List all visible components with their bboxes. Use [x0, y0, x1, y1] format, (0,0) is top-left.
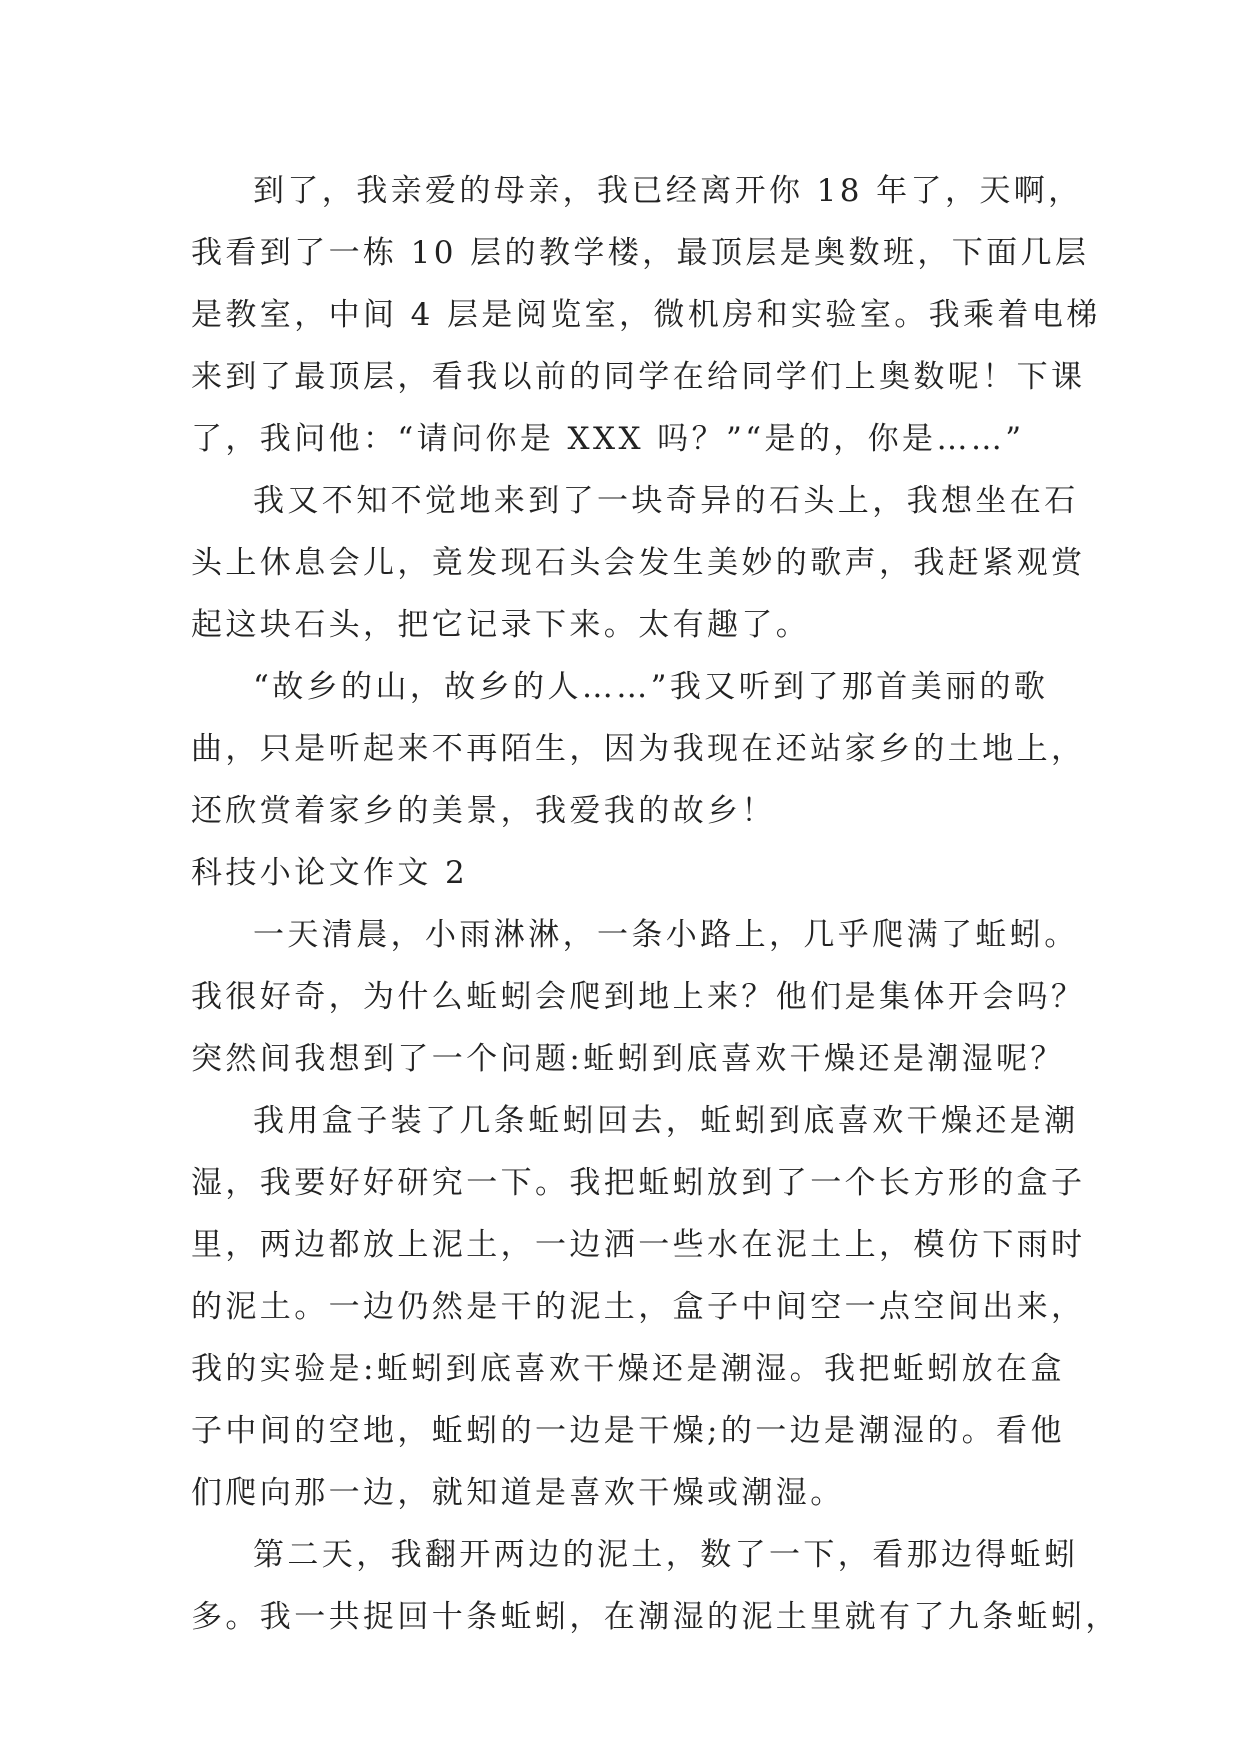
- text-line: 们爬向那一边，就知道是喜欢干燥或潮湿。: [191, 1475, 845, 1511]
- text-line: 的泥土。一边仍然是干的泥土，盒子中间空一点空间出来，: [191, 1289, 1086, 1325]
- text-line: 到了，我亲爱的母亲，我已经离开你 18 年了，天啊，: [253, 173, 1083, 209]
- text-line: 我的实验是:蚯蚓到底喜欢干燥还是潮湿。我把蚯蚓放在盒: [191, 1351, 1065, 1387]
- paragraph: [191, 904, 1086, 1090]
- text-line: 我又不知不觉地来到了一块奇异的石头上，我想坐在石: [253, 483, 1079, 519]
- text-line: 子中间的空地，蚯蚓的一边是干燥;的一边是潮湿的。看他: [191, 1413, 1065, 1449]
- text-line: 突然间我想到了一个问题:蚯蚓到底喜欢干燥还是潮湿呢？: [191, 1041, 1065, 1077]
- text-line: 是教室，中间 4 层是阅览室，微机房和实验室。我乘着电梯: [191, 297, 1101, 333]
- text-line: 我很好奇，为什么蚯蚓会爬到地上来？他们是集体开会吗？: [191, 979, 1086, 1015]
- text-line: 多。我一共捉回十条蚯蚓，在潮湿的泥土里就有了九条蚯蚓，: [191, 1599, 1120, 1635]
- paragraph: [191, 160, 1101, 470]
- document-body: [191, 160, 1120, 1648]
- paragraph: [191, 1524, 1120, 1648]
- text-line: 我看到了一栋 10 层的教学楼，最顶层是奥数班，下面几层: [191, 235, 1090, 271]
- text-line: 里，两边都放上泥土，一边洒一些水在泥土上，模仿下雨时: [191, 1227, 1086, 1263]
- text-line: 还欣赏着家乡的美景，我爱我的故乡！: [191, 793, 776, 829]
- text-line: 湿，我要好好研究一下。我把蚯蚓放到了一个长方形的盒子: [191, 1165, 1086, 1201]
- text-line: 了，我问他：“请问你是 XXX 吗？”“是的，你是……”: [191, 421, 1025, 457]
- paragraph: [191, 1090, 1086, 1524]
- text-line: “故乡的山，故乡的人……”我又听到了那首美丽的歌: [253, 669, 1049, 705]
- paragraph: [191, 656, 1086, 842]
- text-line: 第二天，我翻开两边的泥土，数了一下，看那边得蚯蚓: [253, 1537, 1079, 1573]
- text-line: 来到了最顶层，看我以前的同学在给同学们上奥数呢！下课: [191, 359, 1086, 395]
- text-line: 起这块石头，把它记录下来。太有趣了。: [191, 607, 811, 643]
- section-heading: 科技小论文作文 2: [191, 855, 469, 891]
- text-line: 头上休息会儿，竟发现石头会发生美妙的歌声，我赶紧观赏: [191, 545, 1086, 581]
- text-line: 一天清晨，小雨淋淋，一条小路上，几乎爬满了蚯蚓。: [253, 917, 1079, 953]
- text-line: 我用盒子装了几条蚯蚓回去，蚯蚓到底喜欢干燥还是潮: [253, 1103, 1079, 1139]
- text-line: 曲，只是听起来不再陌生，因为我现在还站家乡的土地上，: [191, 731, 1086, 767]
- paragraph: [191, 470, 1086, 656]
